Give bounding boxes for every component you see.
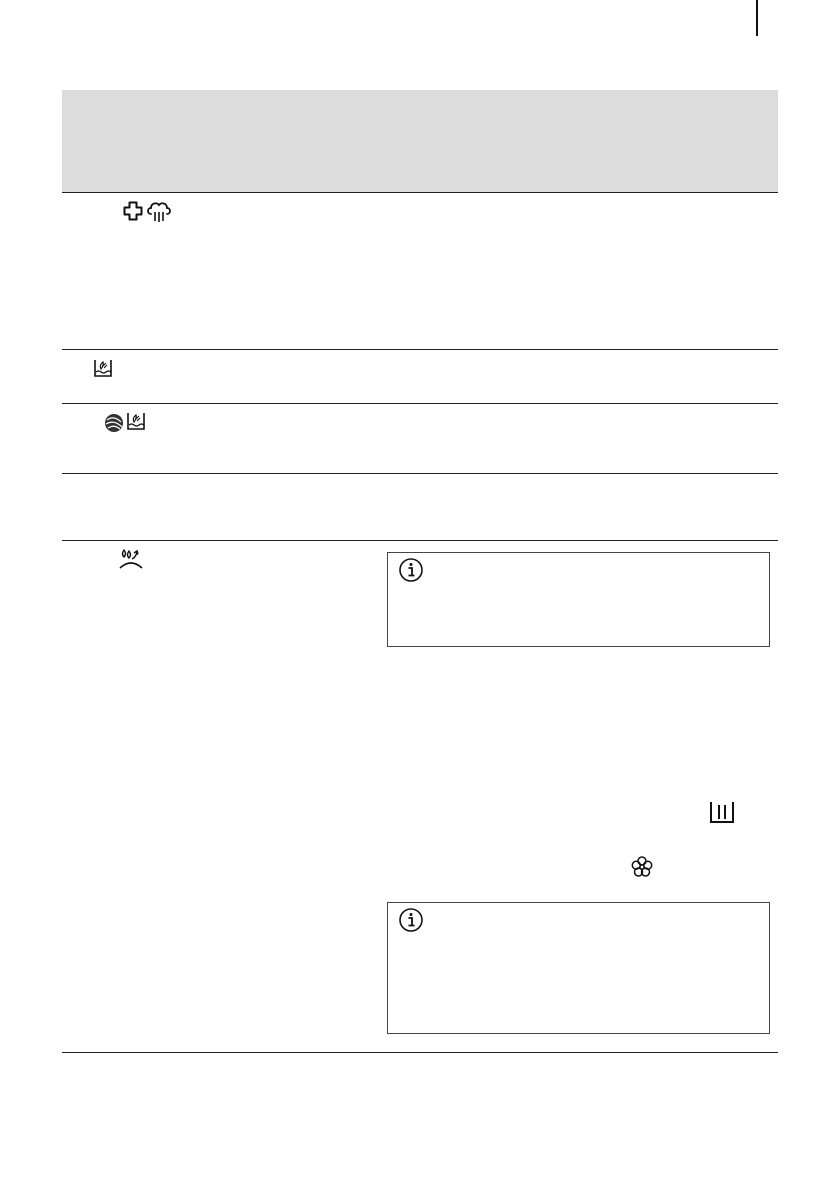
table-bottom-border bbox=[62, 1052, 778, 1053]
steam-cloud-icon bbox=[146, 199, 172, 225]
first-aid-cross-icon bbox=[122, 200, 144, 222]
info-circle-icon bbox=[398, 907, 424, 933]
info-box bbox=[387, 902, 770, 1034]
detergent-compartment-icon bbox=[708, 800, 736, 826]
wool-ball-icon bbox=[103, 412, 125, 434]
softener-flower-icon bbox=[630, 855, 654, 879]
crop-mark bbox=[756, 0, 758, 36]
water-level-icon bbox=[93, 357, 113, 379]
row-divider bbox=[62, 403, 778, 404]
row-divider bbox=[62, 473, 778, 474]
water-level-icon bbox=[126, 410, 146, 432]
table-header bbox=[62, 90, 778, 192]
info-box bbox=[387, 552, 770, 647]
water-drops-arrow-icon bbox=[118, 547, 144, 571]
info-circle-icon bbox=[398, 557, 424, 583]
row-divider bbox=[62, 349, 778, 350]
row-divider bbox=[62, 192, 778, 193]
row-divider bbox=[62, 540, 778, 541]
